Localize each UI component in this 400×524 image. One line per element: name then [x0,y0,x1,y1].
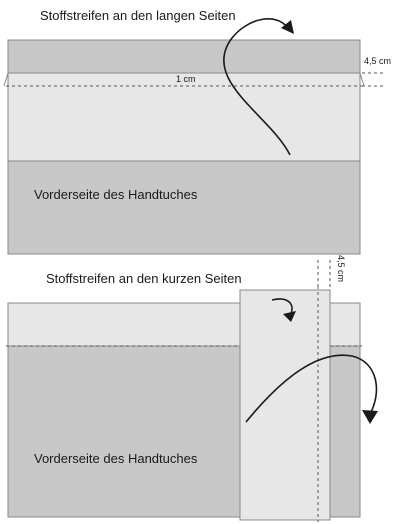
bottom-width-label: 4,5 cm [336,255,346,283]
bottom-short-strip [240,290,330,520]
bottom-diagram [6,255,378,522]
top-seam-label: 1 cm [176,74,196,84]
top-diagram [4,8,391,254]
top-towel-label: Vorderseite des Handtuches [34,187,198,202]
strip-corner-left [4,73,8,86]
top-title: Stoffstreifen an den langen Seiten [40,8,236,23]
top-width-label: 4,5 cm [364,56,392,66]
strip-corner-right [360,73,364,86]
bottom-large-arrowhead-icon [362,410,378,424]
bottom-towel-label: Vorderseite des Handtuches [34,451,198,466]
bottom-title: Stoffstreifen an den kurzen Seiten [46,271,242,286]
